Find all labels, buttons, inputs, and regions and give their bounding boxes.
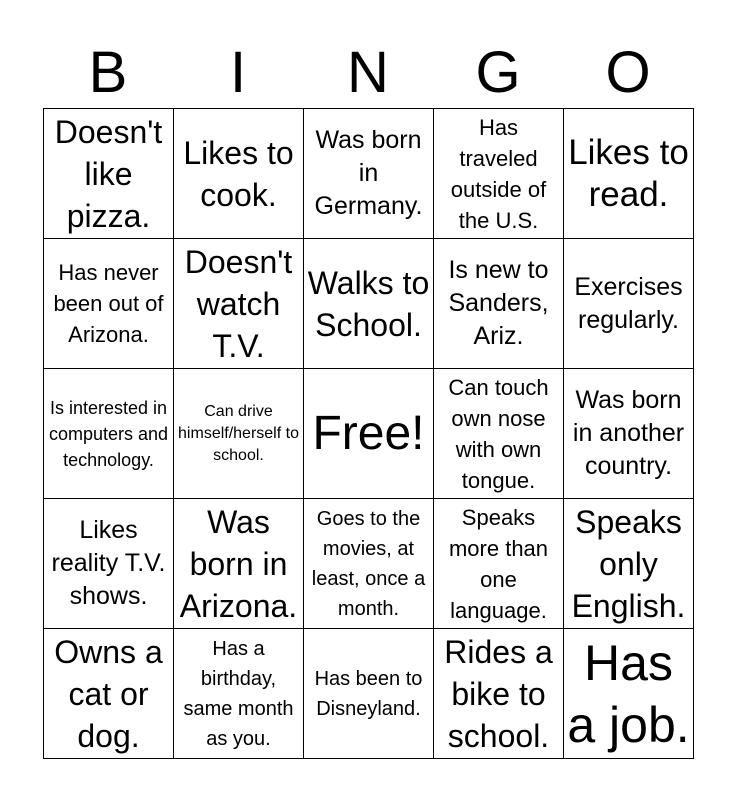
bingo-cell[interactable]: Was born in Germany. [304,109,434,239]
bingo-board [43,108,694,759]
header-letter-o: O [605,40,651,105]
free-space-cell[interactable]: Free! [304,369,434,499]
bingo-cell[interactable]: Doesn't like pizza. [44,109,174,239]
bingo-cell[interactable]: Was born in Arizona. [174,499,304,629]
bingo-cell[interactable]: Speaks more than one language. [434,499,564,629]
bingo-cell[interactable]: Has been to Disneyland. [304,629,434,759]
board-row [44,239,694,369]
bingo-header [43,40,693,106]
bingo-cell[interactable]: Likes to cook. [174,109,304,239]
bingo-cell[interactable]: Rides a bike to school. [434,629,564,759]
bingo-cell[interactable]: Has a birthday, same month as you. [174,629,304,759]
board-row [44,629,694,759]
header-letter-n: N [347,40,389,105]
bingo-cell[interactable]: Has traveled outside of the U.S. [434,109,564,239]
header-letter-b: B [88,40,128,105]
bingo-cell[interactable]: Doesn't watch T.V. [174,239,304,369]
bingo-cell[interactable]: Exercises regularly. [564,239,694,369]
bingo-cell[interactable]: Is interested in computers and technology. [44,369,174,499]
board-row [44,369,694,499]
bingo-cell[interactable]: Was born in another country. [564,369,694,499]
bingo-cell[interactable]: Walks to School. [304,239,434,369]
board-row [44,109,694,239]
header-letter-g: G [475,40,521,105]
header-letter-i: I [229,40,247,105]
bingo-cell[interactable]: Owns a cat or dog. [44,629,174,759]
bingo-cell[interactable]: Can touch own nose with own tongue. [434,369,564,499]
bingo-cell[interactable]: Is new to Sanders, Ariz. [434,239,564,369]
bingo-cell[interactable]: Goes to the movies, at least, once a month. [304,499,434,629]
bingo-cell[interactable]: Likes reality T.V. shows. [44,499,174,629]
bingo-cell[interactable]: Has never been out of Arizona. [44,239,174,369]
bingo-cell[interactable]: Likes to read. [564,109,694,239]
bingo-cell[interactable]: Can drive himself/herself to school. [174,369,304,499]
board-row [44,499,694,629]
bingo-cell[interactable]: Has a job. [564,629,694,759]
bingo-cell[interactable]: Speaks only English. [564,499,694,629]
